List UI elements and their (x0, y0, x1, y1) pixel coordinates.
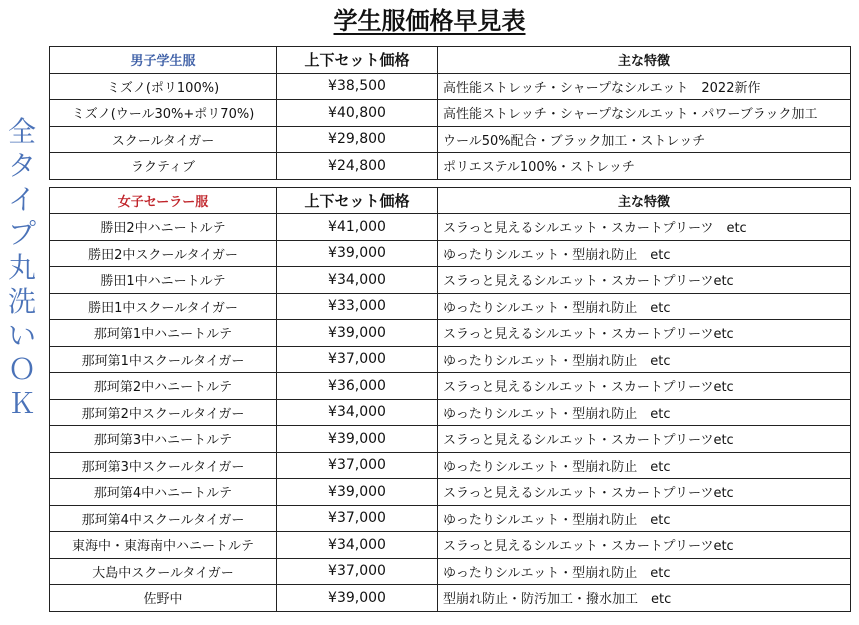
uniform-name-cell: スクールタイガー (50, 126, 277, 153)
price-cell: ¥39,000 (277, 585, 438, 612)
table-row (50, 426, 851, 453)
table-row (50, 73, 851, 100)
price-cell: ¥37,000 (277, 505, 438, 532)
boys-price-header: 上下セット価格 (277, 47, 438, 74)
price-cell: ¥38,500 (277, 73, 438, 100)
price-cell: ¥37,000 (277, 452, 438, 479)
table-row (50, 267, 851, 294)
feature-cell: 高性能ストレッチ・シャープなシルエット 2022新作 (438, 73, 851, 100)
price-cell: ¥39,000 (277, 479, 438, 506)
uniform-name-cell: 那珂第2中スクールタイガー (50, 399, 277, 426)
uniform-name-cell: 勝田2中スクールタイガー (50, 240, 277, 267)
uniform-name-cell: 那珂第4中スクールタイガー (50, 505, 277, 532)
table-row (50, 126, 851, 153)
price-cell: ¥40,800 (277, 100, 438, 127)
price-cell: ¥41,000 (277, 214, 438, 241)
feature-cell: ゆったりシルエット・型崩れ防止 etc (438, 346, 851, 373)
feature-cell: ポリエステル100%・ストレッチ (438, 153, 851, 180)
price-cell: ¥36,000 (277, 373, 438, 400)
price-cell: ¥33,000 (277, 293, 438, 320)
side-caption-char: い (7, 319, 36, 352)
feature-cell: 型崩れ防止・防汚加工・撥水加工 etc (438, 585, 851, 612)
uniform-name-cell: 勝田1中スクールタイガー (50, 293, 277, 320)
side-caption-char: Ｏ (7, 353, 36, 386)
feature-cell: スラっと見えるシルエット・スカートプリーツetc (438, 373, 851, 400)
uniform-name-cell: ミズノ(ウール30%+ポリ70%) (50, 100, 277, 127)
feature-cell: ゆったりシルエット・型崩れ防止 etc (438, 558, 851, 585)
price-cell: ¥34,000 (277, 532, 438, 559)
side-caption-char: イ (7, 183, 36, 216)
girls-category-header: 女子セーラー服 (50, 187, 277, 214)
feature-cell: スラっと見えるシルエット・スカートプリーツ etc (438, 214, 851, 241)
table-row (50, 399, 851, 426)
uniform-name-cell: ラクティブ (50, 153, 277, 180)
feature-cell: スラっと見えるシルエット・スカートプリーツetc (438, 426, 851, 453)
price-cell: ¥39,000 (277, 426, 438, 453)
uniform-name-cell: 那珂第3中ハニートルテ (50, 426, 277, 453)
boys-uniform-table (49, 46, 851, 180)
table-row (50, 153, 851, 180)
table-row (50, 479, 851, 506)
side-caption-char: プ (7, 217, 36, 250)
girls-feature-header: 主な特徴 (438, 187, 851, 214)
uniform-name-cell: 那珂第3中スクールタイガー (50, 452, 277, 479)
price-cell: ¥24,800 (277, 153, 438, 180)
table-row (50, 532, 851, 559)
table-row (50, 346, 851, 373)
uniform-name-cell: 那珂第4中ハニートルテ (50, 479, 277, 506)
table-row (50, 505, 851, 532)
feature-cell: ゆったりシルエット・型崩れ防止 etc (438, 293, 851, 320)
feature-cell: スラっと見えるシルエット・スカートプリーツetc (438, 479, 851, 506)
uniform-name-cell: 勝田2中ハニートルテ (50, 214, 277, 241)
girls-price-header: 上下セット価格 (277, 187, 438, 214)
price-cell: ¥37,000 (277, 558, 438, 585)
uniform-name-cell: 大島中スクールタイガー (50, 558, 277, 585)
table-row (50, 240, 851, 267)
page-title: 学生服価格早見表 (333, 7, 526, 35)
table-row (50, 320, 851, 347)
uniform-name-cell: 佐野中 (50, 585, 277, 612)
table-row (50, 373, 851, 400)
table-row (50, 100, 851, 127)
price-sheet (49, 46, 850, 612)
table-row (50, 293, 851, 320)
side-caption-char: 全 (7, 115, 36, 148)
table-row (50, 585, 851, 612)
boys-header-row (50, 47, 851, 74)
feature-cell: 高性能ストレッチ・シャープなシルエット・パワーブラック加工 (438, 100, 851, 127)
uniform-name-cell: 那珂第1中スクールタイガー (50, 346, 277, 373)
side-caption-char: Ｋ (7, 387, 36, 420)
price-cell: ¥34,000 (277, 399, 438, 426)
price-cell: ¥37,000 (277, 346, 438, 373)
price-cell: ¥34,000 (277, 267, 438, 294)
uniform-name-cell: 那珂第1中ハニートルテ (50, 320, 277, 347)
feature-cell: ウール50%配合・ブラック加工・ストレッチ (438, 126, 851, 153)
table-row (50, 558, 851, 585)
side-caption-char: 丸 (7, 251, 36, 284)
price-cell: ¥39,000 (277, 240, 438, 267)
table-row (50, 452, 851, 479)
girls-header-row (50, 187, 851, 214)
uniform-name-cell: 那珂第2中ハニートルテ (50, 373, 277, 400)
girls-uniform-table (49, 187, 851, 612)
feature-cell: スラっと見えるシルエット・スカートプリーツetc (438, 267, 851, 294)
price-cell: ¥29,800 (277, 126, 438, 153)
uniform-name-cell: 東海中・東海南中ハニートルテ (50, 532, 277, 559)
boys-category-header: 男子学生服 (50, 47, 277, 74)
uniform-name-cell: 勝田1中ハニートルテ (50, 267, 277, 294)
feature-cell: ゆったりシルエット・型崩れ防止 etc (438, 240, 851, 267)
side-caption-char: 洗 (7, 285, 36, 318)
feature-cell: ゆったりシルエット・型崩れ防止 etc (438, 452, 851, 479)
side-caption (4, 115, 40, 424)
boys-feature-header: 主な特徴 (438, 47, 851, 74)
uniform-name-cell: ミズノ(ポリ100%) (50, 73, 277, 100)
table-row (50, 214, 851, 241)
price-cell: ¥39,000 (277, 320, 438, 347)
feature-cell: スラっと見えるシルエット・スカートプリーツetc (438, 532, 851, 559)
feature-cell: スラっと見えるシルエット・スカートプリーツetc (438, 320, 851, 347)
side-caption-char: タ (7, 149, 36, 182)
feature-cell: ゆったりシルエット・型崩れ防止 etc (438, 399, 851, 426)
feature-cell: ゆったりシルエット・型崩れ防止 etc (438, 505, 851, 532)
